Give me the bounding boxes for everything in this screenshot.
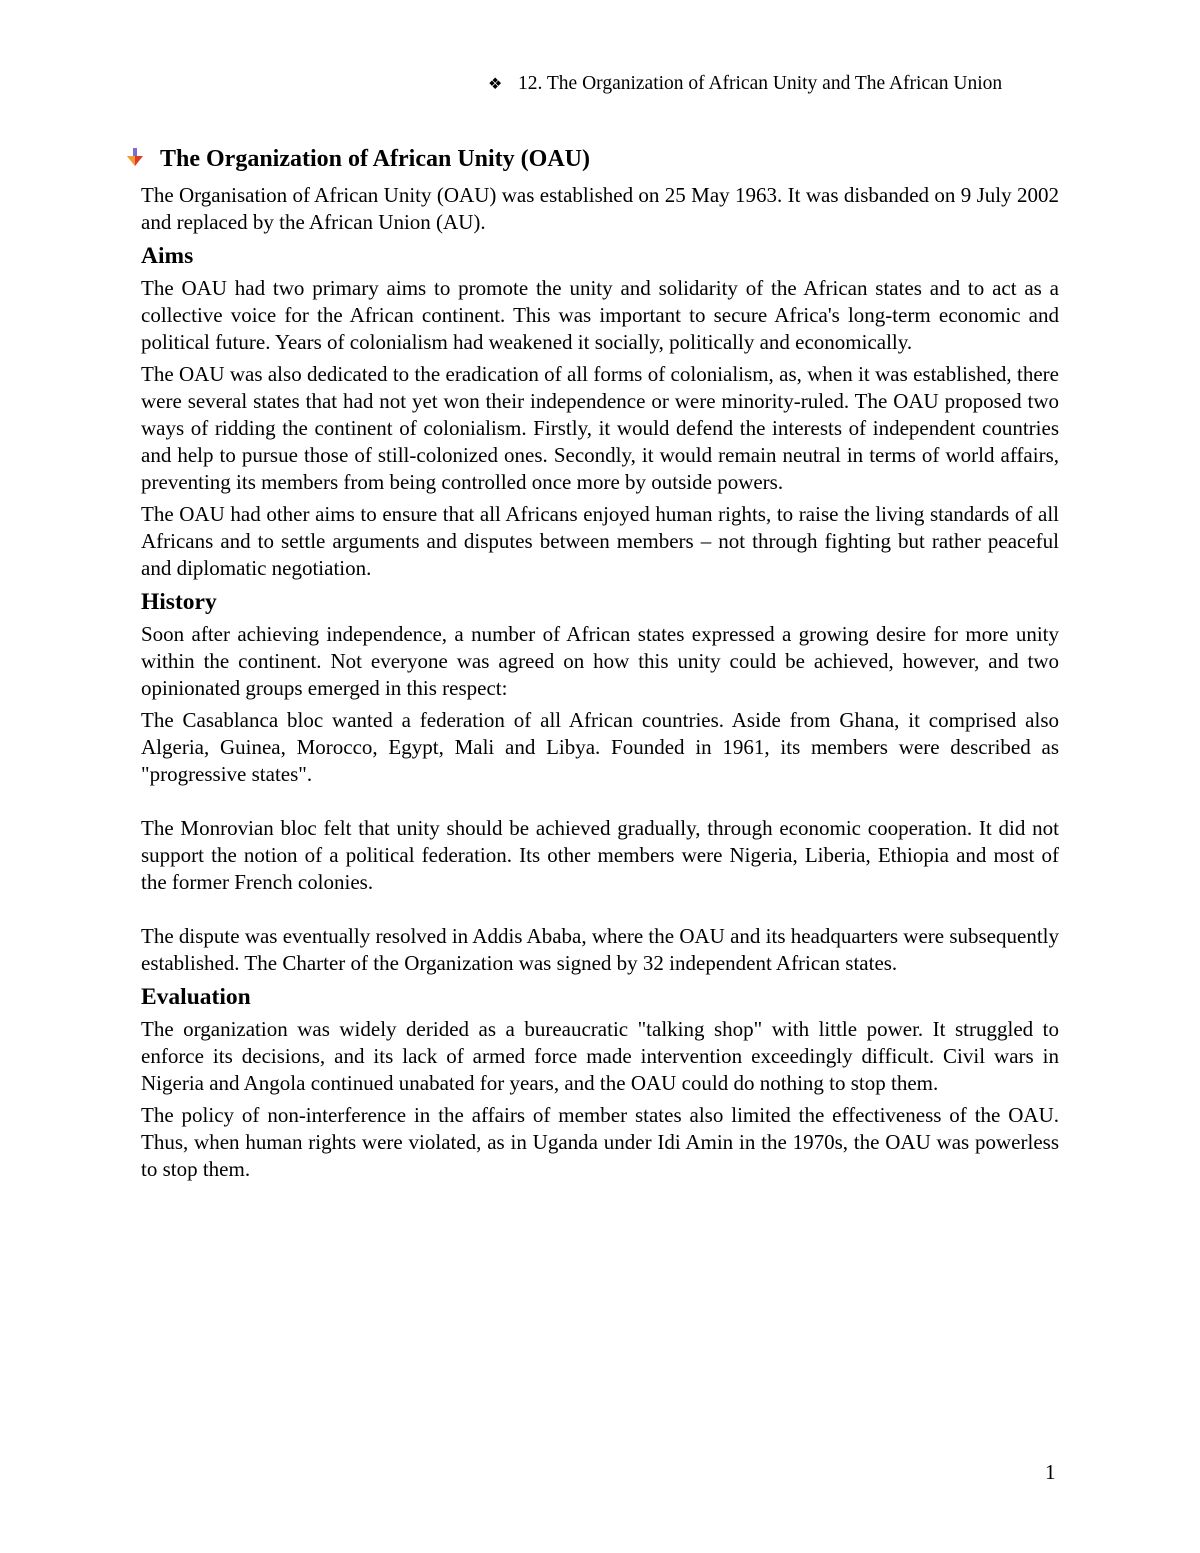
aims-paragraph-1: The OAU had two primary aims to promote the unity and solidarity of the African states and to act as a collective voice for the African continent. This was important to secure Africa's long-term economic and political future. Years of colonialism had weakened it socially, politically and economically. [141,276,1059,354]
page-number: 1 [1045,1460,1056,1484]
history-paragraph-3: The Monrovian bloc felt that unity should be achieved gradually, through economic cooperation. It did not support the notion of a political federation. Its other members were Nigeria, Liberia, Ethiopia and most of the former French colonies. [141,816,1059,894]
header-title: 12. The Organization of African Unity and The African Union [518,73,1003,94]
evaluation-heading: Evaluation [141,984,251,1010]
aims-paragraph-2: The OAU was also dedicated to the eradication of all forms of colonialism, as, when it was established, there were several states that had not yet won their independence or were minority-ruled. The OAU proposed two ways of ridding the continent of colonialism. Firstly, it would defend the interests of independent countries and help to pursue those of still-colonized ones. Secondly, it would remain neutral in terms of world affairs, preventing its members from being controlled once more by outside powers. [141,362,1059,494]
intro-paragraph: The Organisation of African Unity (OAU) was established on 25 May 1963. It was disbanded on 9 July 2002 and replaced by the African Union (AU). [141,183,1059,234]
page-header [488,72,1060,97]
history-paragraph-1: Soon after achieving independence, a number of African states expressed a growing desire for more unity within the continent. Not everyone was agreed on how this unity could be achieved, however, and two opinionated groups emerged in this respect: [141,622,1059,700]
aims-heading: Aims [141,243,194,269]
main-title-text: The Organization of African Unity (OAU) [160,146,590,172]
document-body [141,182,1059,1188]
four-diamond-bullet-icon: ❖ [488,76,503,93]
history-paragraph-4: The dispute was eventually resolved in Addis Ababa, where the OAU and its headquarters were subsequently established. The Charter of the Organization was signed by 32 independent African states. [141,924,1059,975]
history-heading: History [141,589,217,615]
main-title [124,144,590,174]
down-arrow-bullet-icon [124,146,146,166]
history-paragraph-2: The Casablanca bloc wanted a federation of all African countries. Aside from Ghana, it comprised also Algeria, Guinea, Morocco, Egypt, Mali and Libya. Founded in 1961, its members were described as "progressive states". [141,708,1059,786]
aims-paragraph-3: The OAU had other aims to ensure that all Africans enjoyed human rights, to raise the living standards of all Africans and to settle arguments and disputes between members – not through fighting but rather peaceful and diplomatic negotiation. [141,502,1059,580]
evaluation-paragraph-1: The organization was widely derided as a bureaucratic "talking shop" with little power. It struggled to enforce its decisions, and its lack of armed force made intervention exceedingly difficult. Civil wars in Nigeria and Angola continued unabated for years, and the OAU could do nothing to stop them. [141,1017,1059,1095]
evaluation-paragraph-2: The policy of non-interference in the affairs of member states also limited the effectiveness of the OAU. Thus, when human rights were violated, as in Uganda under Idi Amin in the 1970s, the OAU was powerless to stop them. [141,1103,1059,1181]
